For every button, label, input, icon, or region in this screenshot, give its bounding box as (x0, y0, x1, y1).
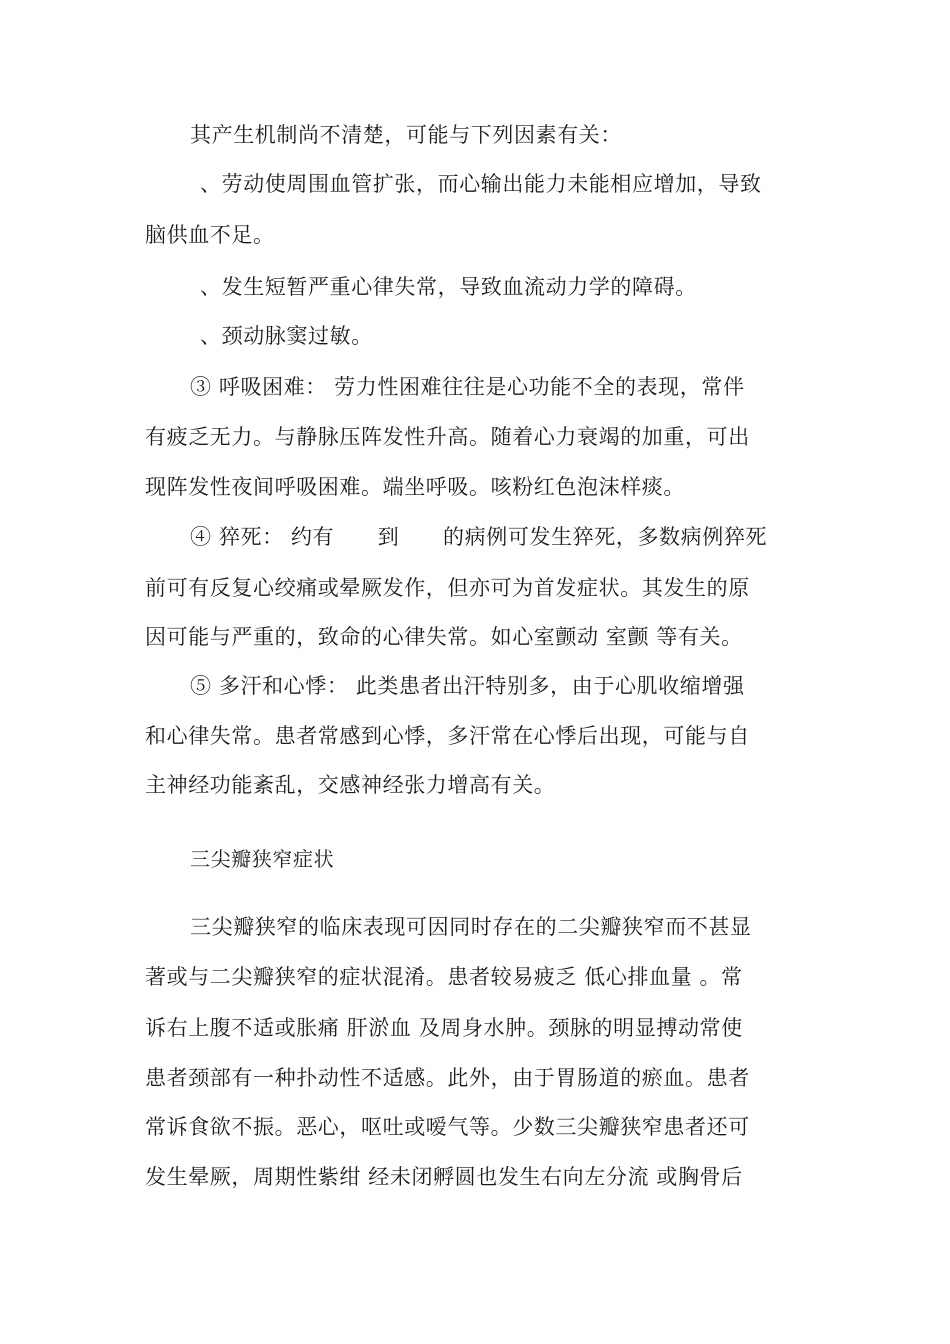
paragraph-line: 著或与二尖瓣狭窄的症状混淆。患者较易疲乏 低心排血量 。常 (145, 965, 743, 989)
symptom-4-line: 因可能与严重的，致命的心律失常。如心室颤动 室颤 等有关。 (145, 625, 743, 649)
symptom-5-line: ⑤ 多汗和心悸： 此类患者出汗特别多，由于心肌收缩增强 (190, 674, 745, 698)
paragraph-line: 诉右上腹不适或胀痛 肝淤血 及周身水肿。颈脉的明显搏动常使 (145, 1016, 743, 1040)
paragraph-line: 患者颈部有一种扑动性不适感。此外，由于胃肠道的瘀血。患者 (145, 1066, 750, 1090)
symptom-5-line: 和心律失常。患者常感到心悸，多汗常在心悸后出现，可能与自 (145, 724, 750, 748)
paragraph-line: 三尖瓣狭窄的临床表现可因同时存在的二尖瓣狭窄而不甚显 (190, 915, 752, 939)
list-item-1-continuation: 脑供血不足。 (145, 223, 275, 247)
symptom-5-line: 主神经功能紊乱，交感神经张力增高有关。 (145, 773, 556, 797)
symptom-4-line: 前可有反复心绞痛或晕厥发作，但亦可为首发症状。其发生的原 (145, 576, 750, 600)
list-item-3-line: 、颈动脉窦过敏。 (200, 324, 373, 348)
list-item-1-line: 、劳动使周围血管扩张，而心输出能力未能相应增加，导致 (200, 172, 762, 196)
symptom-4-line: ④ 猝死： 约有 到 的病例可发生猝死，多数病例猝死 (190, 525, 768, 549)
paragraph-line: 常诉食欲不振。恶心，呕吐或嗳气等。少数三尖瓣狭窄患者还可 (145, 1115, 750, 1139)
paragraph-line: 其产生机制尚不清楚，可能与下列因素有关： (190, 123, 622, 147)
symptom-3-line: 有疲乏无力。与静脉压阵发性升高。随着心力衰竭的加重，可出 (145, 425, 750, 449)
list-item-2-line: 、发生短暂严重心律失常，导致血流动力学的障碍。 (200, 275, 697, 299)
paragraph-line: 发生晕厥，周期性紫绀 经未闭孵圆也发生右向左分流 或胸骨后 (145, 1165, 743, 1189)
symptom-3-line: ③ 呼吸困难： 劳力性困难往往是心功能不全的表现，常伴 (190, 375, 745, 399)
section-heading: 三尖瓣狭窄症状 (190, 847, 335, 871)
symptom-3-line: 现阵发性夜间呼吸困难。端坐呼吸。咳粉红色泡沫样痰。 (145, 475, 685, 499)
